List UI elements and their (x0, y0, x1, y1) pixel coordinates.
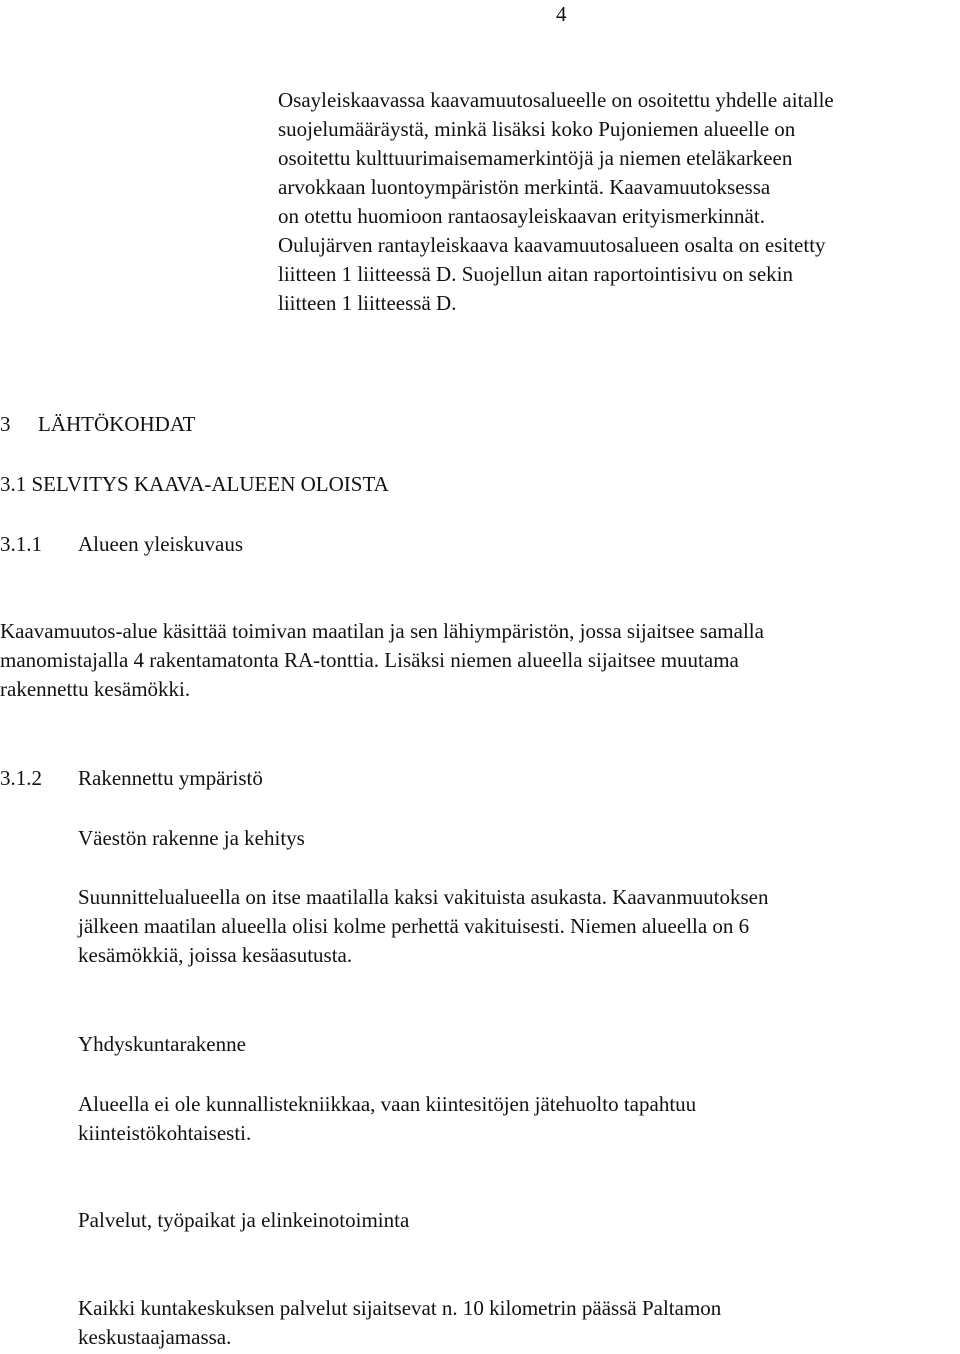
section-title: LÄHTÖKOHDAT (38, 412, 196, 436)
paragraph-vaesto (78, 883, 958, 970)
paragraph-line: rakennettu kesämökki. (0, 677, 191, 701)
intro-line: on otettu huomioon rantaosayleiskaavan erityismerkinnät. (278, 204, 765, 228)
intro-line: liitteen 1 liitteessä D. Suojellun aitan raportointisivu on sekin (278, 262, 794, 286)
intro-line: suojelumääräystä, minkä lisäksi koko Pujoniemen alueelle on (278, 117, 796, 141)
section-number: 3.1.1 (0, 532, 42, 556)
paragraph-yhdyskuntarakenne (78, 1090, 958, 1148)
intro-line: arvokkaan luontoympäristön merkintä. Kaavamuutoksessa (278, 175, 771, 199)
intro-paragraph (278, 86, 958, 318)
page-number: 4 (556, 2, 567, 26)
paragraph-line: Alueella ei ole kunnallistekniikkaa, vaan kiintesitöjen jätehuolto tapahtuu (78, 1092, 697, 1116)
section-title: Rakennettu ympäristö (78, 766, 263, 790)
paragraph-line: Kaikki kuntakeskuksen palvelut sijaitsevat n. 10 kilometrin päässä Paltamon (78, 1296, 722, 1320)
section-number: 3.1.2 (0, 766, 42, 790)
subheading-palvelut: Palvelut, työpaikat ja elinkeinotoiminta (78, 1208, 410, 1232)
heading-section-3-1-1 (0, 530, 243, 559)
heading-section-3-1: 3.1 SELVITYS KAAVA-ALUEEN OLOISTA (0, 472, 389, 496)
intro-line: osoitettu kulttuurimaisemamerkintöjä ja niemen eteläkarkeen (278, 146, 793, 170)
section-number: 3 (0, 412, 11, 436)
intro-line: Oulujärven rantayleiskaava kaavamuutosalueen osalta on esitetty (278, 233, 826, 257)
paragraph-line: manomistajalla 4 rakentamatonta RA-tonttia. Lisäksi niemen alueella sijaitsee muutama (0, 648, 739, 672)
paragraph-line: keskustaajamassa. (78, 1325, 232, 1349)
paragraph-line: Suunnittelualueella on itse maatilalla kaksi vakituista asukasta. Kaavanmuutoksen (78, 885, 769, 909)
intro-line: liitteen 1 liitteessä D. (278, 291, 457, 315)
heading-section-3-1-2 (0, 764, 263, 793)
paragraph-line: Kaavamuutos-alue käsittää toimivan maatilan ja sen lähiympäristön, jossa sijaitsee samalla (0, 619, 764, 643)
intro-line: Osayleiskaavassa kaavamuutosalueelle on osoitettu yhdelle aitalle (278, 88, 834, 112)
paragraph-line: kesämökkiä, joissa kesäasutusta. (78, 943, 353, 967)
paragraph-yleiskuvaus (0, 617, 960, 704)
subheading-vaesto: Väestön rakenne ja kehitys (78, 826, 305, 850)
paragraph-palvelut (78, 1294, 958, 1352)
heading-section-3 (0, 410, 195, 439)
paragraph-line: jälkeen maatilan alueella olisi kolme perhettä vakituisesti. Niemen alueella on 6 (78, 914, 750, 938)
subheading-yhdyskuntarakenne: Yhdyskuntarakenne (78, 1032, 246, 1056)
section-title: Alueen yleiskuvaus (78, 532, 244, 556)
paragraph-line: kiinteistökohtaisesti. (78, 1121, 252, 1145)
